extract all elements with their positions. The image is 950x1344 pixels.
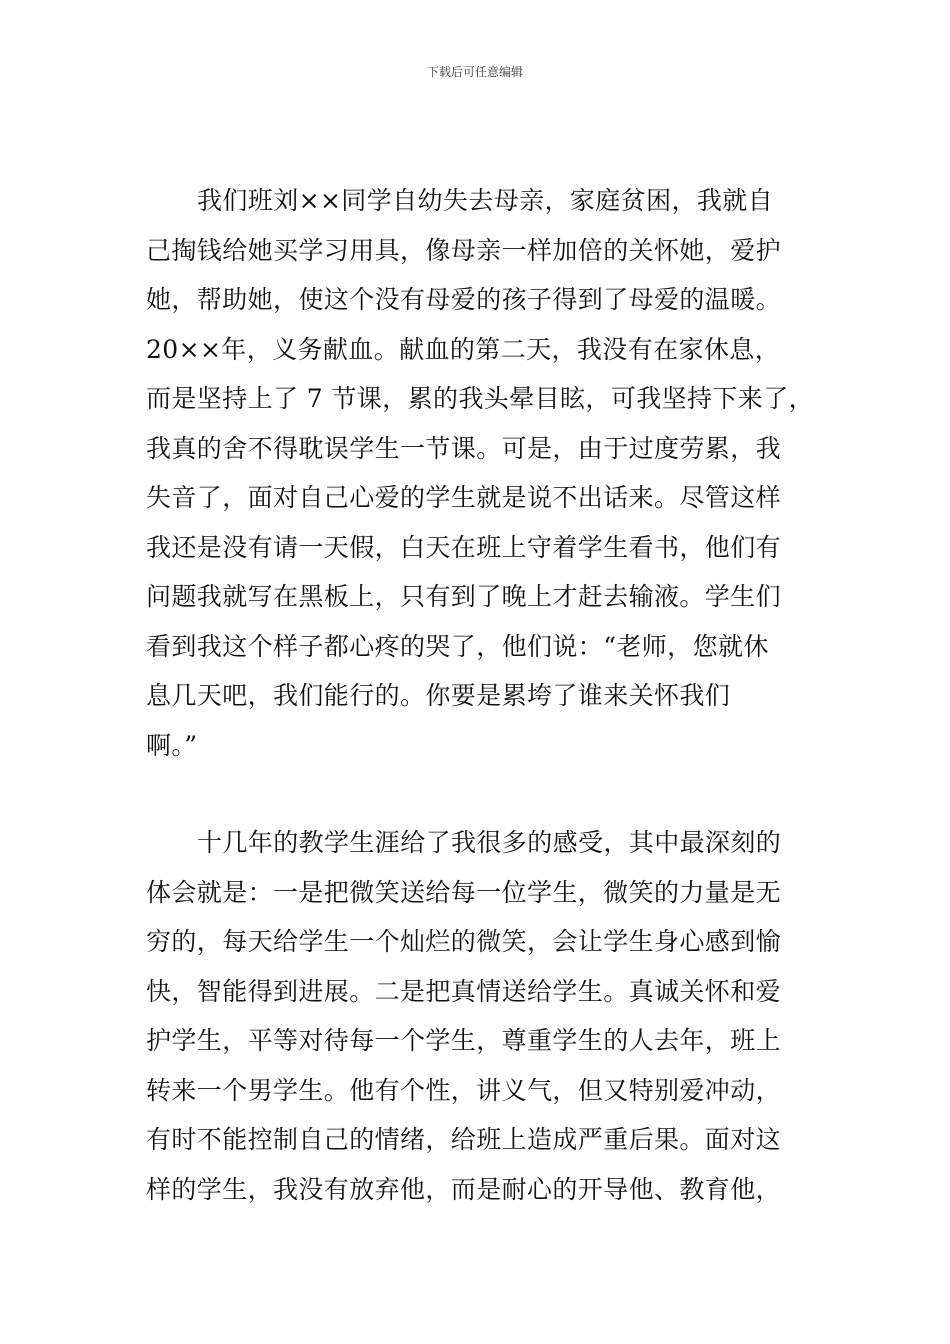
document-body [146,176,814,1214]
paragraph-line: 失音了，面对自己心爱的学生就是说不出话来。尽管这样 [146,483,782,512]
paragraph-line: 我还是没有请一天假，白天在班上守着学生看书，他们有 [146,532,782,562]
paragraph-line: 己掏钱给她买学习用具，像母亲一样加倍的关怀她，爱护 [146,235,782,265]
paragraph-line: 穷的，每天给学生一个灿烂的微笑，会让学生身心感到愉 [146,927,782,956]
paragraph-line: 我真的舍不得耽误学生一节课。可是，由于过度劳累，我 [146,433,782,463]
paragraph-line: 问题我就写在黑板上，只有到了晚上才赶去输液。学生们 [146,582,782,611]
paragraph-line: 护学生，平等对待每一个学生，尊重学生的人去年，班上 [146,1026,782,1055]
paragraph-line: 她，帮助她，使这个没有母爱的孩子得到了母爱的温暖。 [146,285,782,314]
paragraph-line: 有时不能控制自己的情绪，给班上造成严重后果。面对这 [146,1125,782,1154]
paragraph-2 [146,818,814,1214]
paragraph-gap [146,770,814,818]
paragraph-line: 息几天吧，我们能行的。你要是累垮了谁来关怀我们 [146,681,731,710]
paragraph-line: 体会就是：一是把微笑送给每一位学生，微笑的力量是无 [146,877,782,907]
paragraph-line: 20××年，义务献血。献血的第二天，我没有在家休息， [146,334,781,364]
paragraph-line: 十几年的教学生涯给了我很多的感受，其中最深刻的 [197,828,782,857]
paragraph-line: 快，智能得到进展。二是把真情送给学生。真诚关怀和爱 [146,976,782,1006]
paragraph-1 [146,176,814,770]
paragraph-line: 样的学生，我没有放弃他，而是耐心的开导他、教育他， [146,1174,782,1204]
paragraph-line: 转来一个男学生。他有个性，讲义气，但又特别爱冲动， [146,1075,782,1105]
paragraph-line: 而是坚持上了 7 节课，累的我头晕目眩，可我坚持下来了， [146,384,815,413]
paragraph-line: 我们班刘××同学自幼失去母亲，家庭贫困，我就自 [197,186,774,215]
paragraph-line: 啊。” [146,730,198,760]
paragraph-line: 看到我这个样子都心疼的哭了，他们说：“老师，您就休 [146,631,769,661]
page-header: 下载后可任意编辑 [426,65,523,79]
